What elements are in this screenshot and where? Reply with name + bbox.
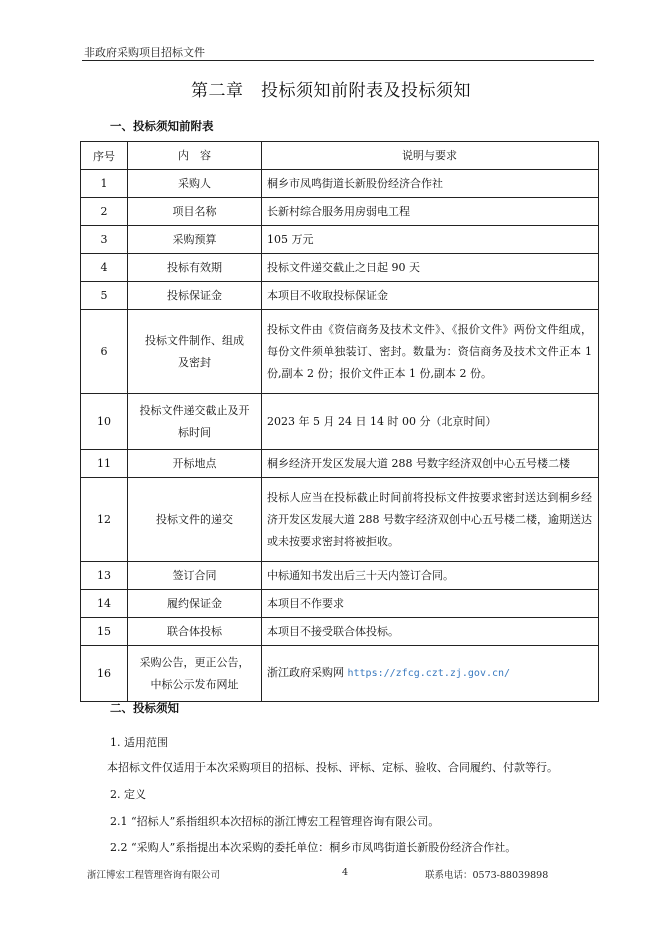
page-header: 非政府采购项目招标文件 <box>84 46 205 59</box>
row-desc: 桐乡经济开发区发展大道 288 号数字经济双创中心五号楼二楼 <box>262 450 599 478</box>
row-item: 投标文件递交截止及开标时间 <box>128 394 262 450</box>
row-no: 1 <box>81 170 128 198</box>
table-row <box>81 198 599 226</box>
procurement-url-link[interactable]: https://zfcg.czt.zj.gov.cn/ <box>347 668 511 679</box>
header-no: 序号 <box>81 142 128 170</box>
row-desc: 本项目不作要求 <box>262 590 599 618</box>
row-desc: 投标人应当在投标截止时间前将投标文件按要求密封送达到桐乡经济开发区发展大道 288 号数字经济双创中心五号楼二楼，逾期送达或未按要求密封将被拒收。 <box>262 478 599 562</box>
row-item: 采购人 <box>128 170 262 198</box>
row-no: 12 <box>81 478 128 562</box>
row-desc: 本项目不收取投标保证金 <box>262 282 599 310</box>
footer-contact: 联系电话：0573-88039898 <box>425 870 549 881</box>
table-header-row <box>81 142 599 170</box>
table-row <box>81 450 599 478</box>
table-row <box>81 646 599 702</box>
row-no: 16 <box>81 646 128 702</box>
footer-page-number: 4 <box>342 867 349 878</box>
row-no: 10 <box>81 394 128 450</box>
row-desc: 本项目不接受联合体投标。 <box>262 618 599 646</box>
table-row <box>81 170 599 198</box>
row-no: 4 <box>81 254 128 282</box>
table-row <box>81 394 599 450</box>
item-scope-heading: 1. 适用范围 <box>110 736 168 749</box>
row-no: 11 <box>81 450 128 478</box>
header-divider <box>82 60 594 61</box>
table-row <box>81 282 599 310</box>
row-no: 3 <box>81 226 128 254</box>
row-item: 采购公告，更正公告，中标公示发布网址 <box>128 646 262 702</box>
row-item: 采购预算 <box>128 226 262 254</box>
table-row <box>81 562 599 590</box>
row-no: 2 <box>81 198 128 226</box>
row-item: 履约保证金 <box>128 590 262 618</box>
header-requirements: 说明与要求 <box>262 142 599 170</box>
row-desc: 长新村综合服务用房弱电工程 <box>262 198 599 226</box>
header-content: 内 容 <box>128 142 262 170</box>
chapter-title: 第二章 投标须知前附表及投标须知 <box>191 81 471 101</box>
definition-tenderer: 2.1 “招标人”系指组织本次招标的浙江博宏工程管理咨询有限公司。 <box>110 815 440 828</box>
row-desc: 桐乡市凤鸣街道长新股份经济合作社 <box>262 170 599 198</box>
row-no: 13 <box>81 562 128 590</box>
footer-company: 浙江博宏工程管理咨询有限公司 <box>87 870 221 881</box>
table-row <box>81 478 599 562</box>
row-item: 投标文件的递交 <box>128 478 262 562</box>
row-no: 6 <box>81 310 128 394</box>
row-item: 项目名称 <box>128 198 262 226</box>
row-item: 投标文件制作、组成及密封 <box>128 310 262 394</box>
table-row <box>81 254 599 282</box>
row-desc: 105 万元 <box>262 226 599 254</box>
row-desc: 中标通知书发出后三十天内签订合同。 <box>262 562 599 590</box>
row-no: 5 <box>81 282 128 310</box>
table-row <box>81 590 599 618</box>
row-item: 投标保证金 <box>128 282 262 310</box>
row-item: 开标地点 <box>128 450 262 478</box>
row-no: 14 <box>81 590 128 618</box>
definition-purchaser: 2.2 “采购人”系指提出本次采购的委托单位：桐乡市凤鸣街道长新股份经济合作社。 <box>110 841 517 854</box>
row-desc: 投标文件由《资信商务及技术文件》、《报价文件》两份文件组成，每份文件须单独装订、密封。数量为：资信商务及技术文件正本 1 份,副本 2 份；报价文件正本 1 份,副本 2 份。 <box>262 310 599 394</box>
section-heading-instructions: 二、投标须知 <box>110 701 179 715</box>
site-name: 浙江政府采购网 <box>267 666 344 679</box>
row-no: 15 <box>81 618 128 646</box>
row-desc: 2023 年 5 月 24 日 14 时 00 分（北京时间） <box>262 394 599 450</box>
row-item: 投标有效期 <box>128 254 262 282</box>
item-definition-heading: 2. 定义 <box>110 788 146 801</box>
row-desc <box>262 646 599 702</box>
row-desc: 投标文件递交截止之日起 90 天 <box>262 254 599 282</box>
table-row <box>81 226 599 254</box>
scope-paragraph: 本招标文件仅适用于本次采购项目的招标、投标、评标、定标、验收、合同履约、付款等行。 <box>107 761 558 774</box>
bid-appendix-table <box>80 141 599 702</box>
table-row <box>81 310 599 394</box>
row-item: 联合体投标 <box>128 618 262 646</box>
row-item: 签订合同 <box>128 562 262 590</box>
table-row <box>81 618 599 646</box>
section-heading-appendix: 一、投标须知前附表 <box>110 119 214 133</box>
